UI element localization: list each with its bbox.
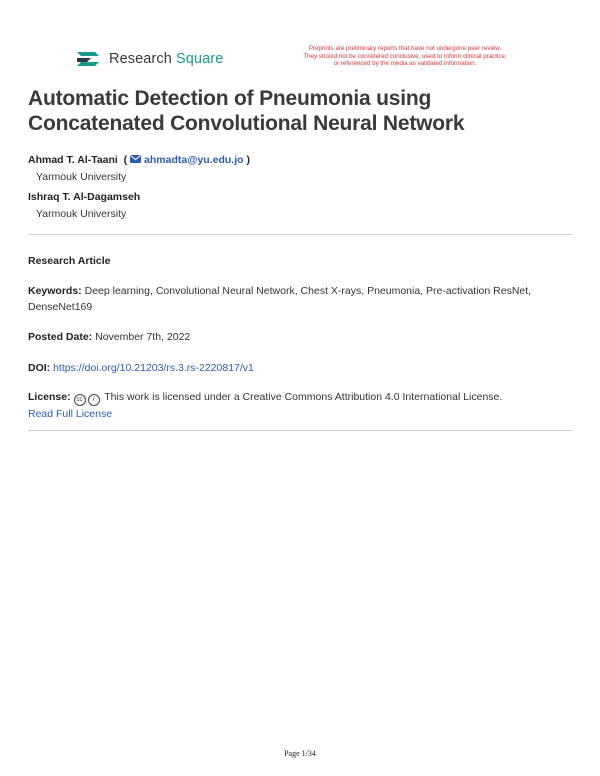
paper-title-line-2: Concatenated Convolutional Neural Network xyxy=(28,112,465,135)
creative-commons-icon: cc xyxy=(74,394,86,406)
keywords-text-cont: DenseNet169 xyxy=(28,301,93,313)
license-text: This work is licensed under a Creative Commons Attribution 4.0 International License. xyxy=(104,391,503,403)
author-1: Ahmad T. Al-Taani ( ahmadta@yu.edu.jo ) xyxy=(28,154,250,166)
logo-word-research: Research xyxy=(109,51,172,67)
paper-title xyxy=(28,86,578,136)
research-square-logo-icon xyxy=(75,49,101,69)
disclaimer-line-1: Preprints are preliminary reports that have not undergone peer review. xyxy=(308,45,502,52)
author-1-name: Ahmad T. Al-Taani xyxy=(28,154,118,166)
keywords-text: Deep learning, Convolutional Neural Network, Chest X-rays, Pneumonia, Pre-activation ResNet, xyxy=(84,285,532,297)
research-square-logo[interactable] xyxy=(75,48,223,70)
doi xyxy=(28,360,573,376)
doi-label: DOI: xyxy=(28,362,51,374)
read-full-license-link[interactable]: Read Full License xyxy=(28,408,113,420)
email-icon xyxy=(130,155,141,163)
author-1-affiliation: Yarmouk University xyxy=(36,171,127,183)
divider-top xyxy=(28,234,573,235)
paper-title-line-1: Automatic Detection of Pneumonia using xyxy=(28,87,432,110)
author-2-affiliation: Yarmouk University xyxy=(36,208,127,220)
disclaimer-line-2: They should not be considered conclusive, used to inform clinical practice, xyxy=(303,52,507,60)
disclaimer-line-3: or referenced by the media as validated information. xyxy=(333,60,477,68)
attribution-icon: i xyxy=(88,394,100,406)
article-type: Research Article xyxy=(28,255,111,267)
license-label: License: xyxy=(28,391,71,403)
doi-link[interactable]: https://doi.org/10.21203/rs.3.rs-2220817/v1 xyxy=(53,362,254,374)
posted-date-label: Posted Date: xyxy=(28,331,93,343)
author-2 xyxy=(28,191,140,203)
author-2-name: Ishraq T. Al-Dagamseh xyxy=(28,191,141,203)
keywords xyxy=(28,283,573,315)
posted-date-value: November 7th, 2022 xyxy=(95,331,191,343)
author-1-email-link[interactable]: ahmadta@yu.edu.jo xyxy=(144,154,244,166)
page-number: Page 1/34 xyxy=(284,749,316,758)
license xyxy=(28,389,573,422)
logo-wordmark xyxy=(109,51,223,67)
divider-bottom xyxy=(28,430,573,431)
keywords-label: Keywords: xyxy=(28,285,82,297)
preprint-disclaimer xyxy=(270,45,540,68)
logo-word-square: Square xyxy=(176,51,224,67)
posted-date xyxy=(28,329,573,345)
